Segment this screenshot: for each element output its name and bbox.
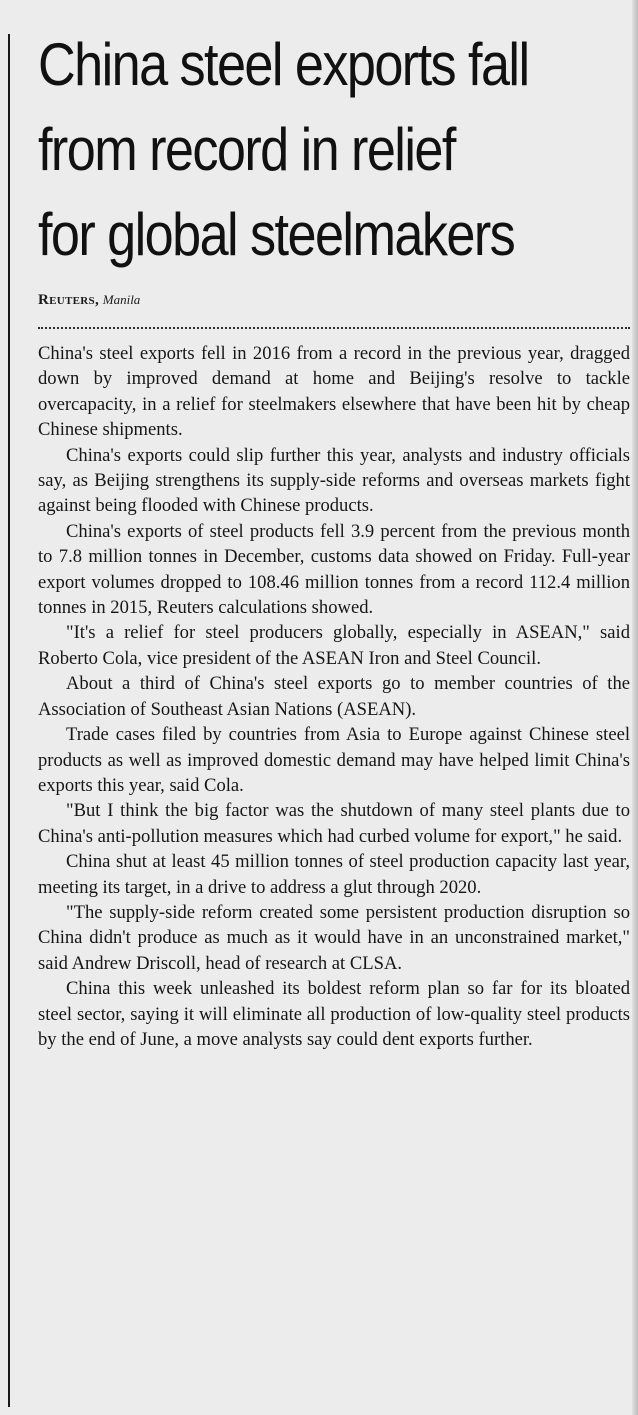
dotted-divider bbox=[38, 327, 630, 329]
headline bbox=[38, 22, 556, 277]
paragraph-10: China this week unleashed its boldest reform plan so far for its bloated steel sector, saying it will eliminate all production of low-quality steel products by the end of June, a move analysts say could dent exports further. bbox=[38, 978, 630, 1050]
page-edge-shadow bbox=[632, 0, 638, 1415]
column-rule bbox=[8, 34, 10, 1407]
paragraph-8: China shut at least 45 million tonnes of steel production capacity last year, meeting its target, in a drive to address a glut through 2020. bbox=[38, 851, 630, 898]
headline-line-2: from record in relief bbox=[38, 116, 455, 183]
byline bbox=[38, 290, 140, 310]
byline-agency: Reuters, bbox=[38, 292, 99, 308]
article-body bbox=[38, 341, 630, 1052]
paragraph-9: "The supply-side reform created some persistent production disruption so China didn't produce as much as it would have in an unconstrained market," said Andrew Driscoll, head of research at CLSA. bbox=[38, 901, 630, 974]
paragraph-2: China's exports could slip further this year, analysts and industry officials say, as Beijing strengthens its supply-side reforms and overseas markets fight against being flooded with Chinese products. bbox=[38, 444, 630, 517]
paragraph-1: China's steel exports fell in 2016 from a record in the previous year, dragged down by improved demand at home and Beijing's resolve to tackle overcapacity, in a relief for steelmakers elsewhere that have been hit by cheap Chinese shipments. bbox=[38, 343, 630, 441]
paragraph-6: Trade cases filed by countries from Asia to Europe against Chinese steel products as well as improved domestic demand may have helped limit China's exports this year, said Cola. bbox=[38, 724, 630, 796]
headline-line-1: China steel exports fall bbox=[38, 31, 529, 98]
paragraph-5: About a third of China's steel exports go to member countries of the Association of Southeast Asian Nations (ASEAN). bbox=[38, 673, 630, 720]
paragraph-7: "But I think the big factor was the shutdown of many steel plants due to China's anti-pollution measures which had curbed volume for export," he said. bbox=[38, 800, 630, 847]
paragraph-4: "It's a relief for steel producers globally, especially in ASEAN," said Roberto Cola, vice president of the ASEAN Iron and Steel Council. bbox=[38, 622, 630, 669]
headline-line-3: for global steelmakers bbox=[38, 201, 515, 268]
byline-location: Manila bbox=[102, 292, 141, 307]
paragraph-3: China's exports of steel products fell 3.9 percent from the previous month to 7.8 million tonnes in December, customs data showed on Friday. Full-year export volumes dropped to 108.46 million tonnes from a record 112.4 million tonnes in 2015, Reuters calculations showed. bbox=[38, 520, 630, 619]
